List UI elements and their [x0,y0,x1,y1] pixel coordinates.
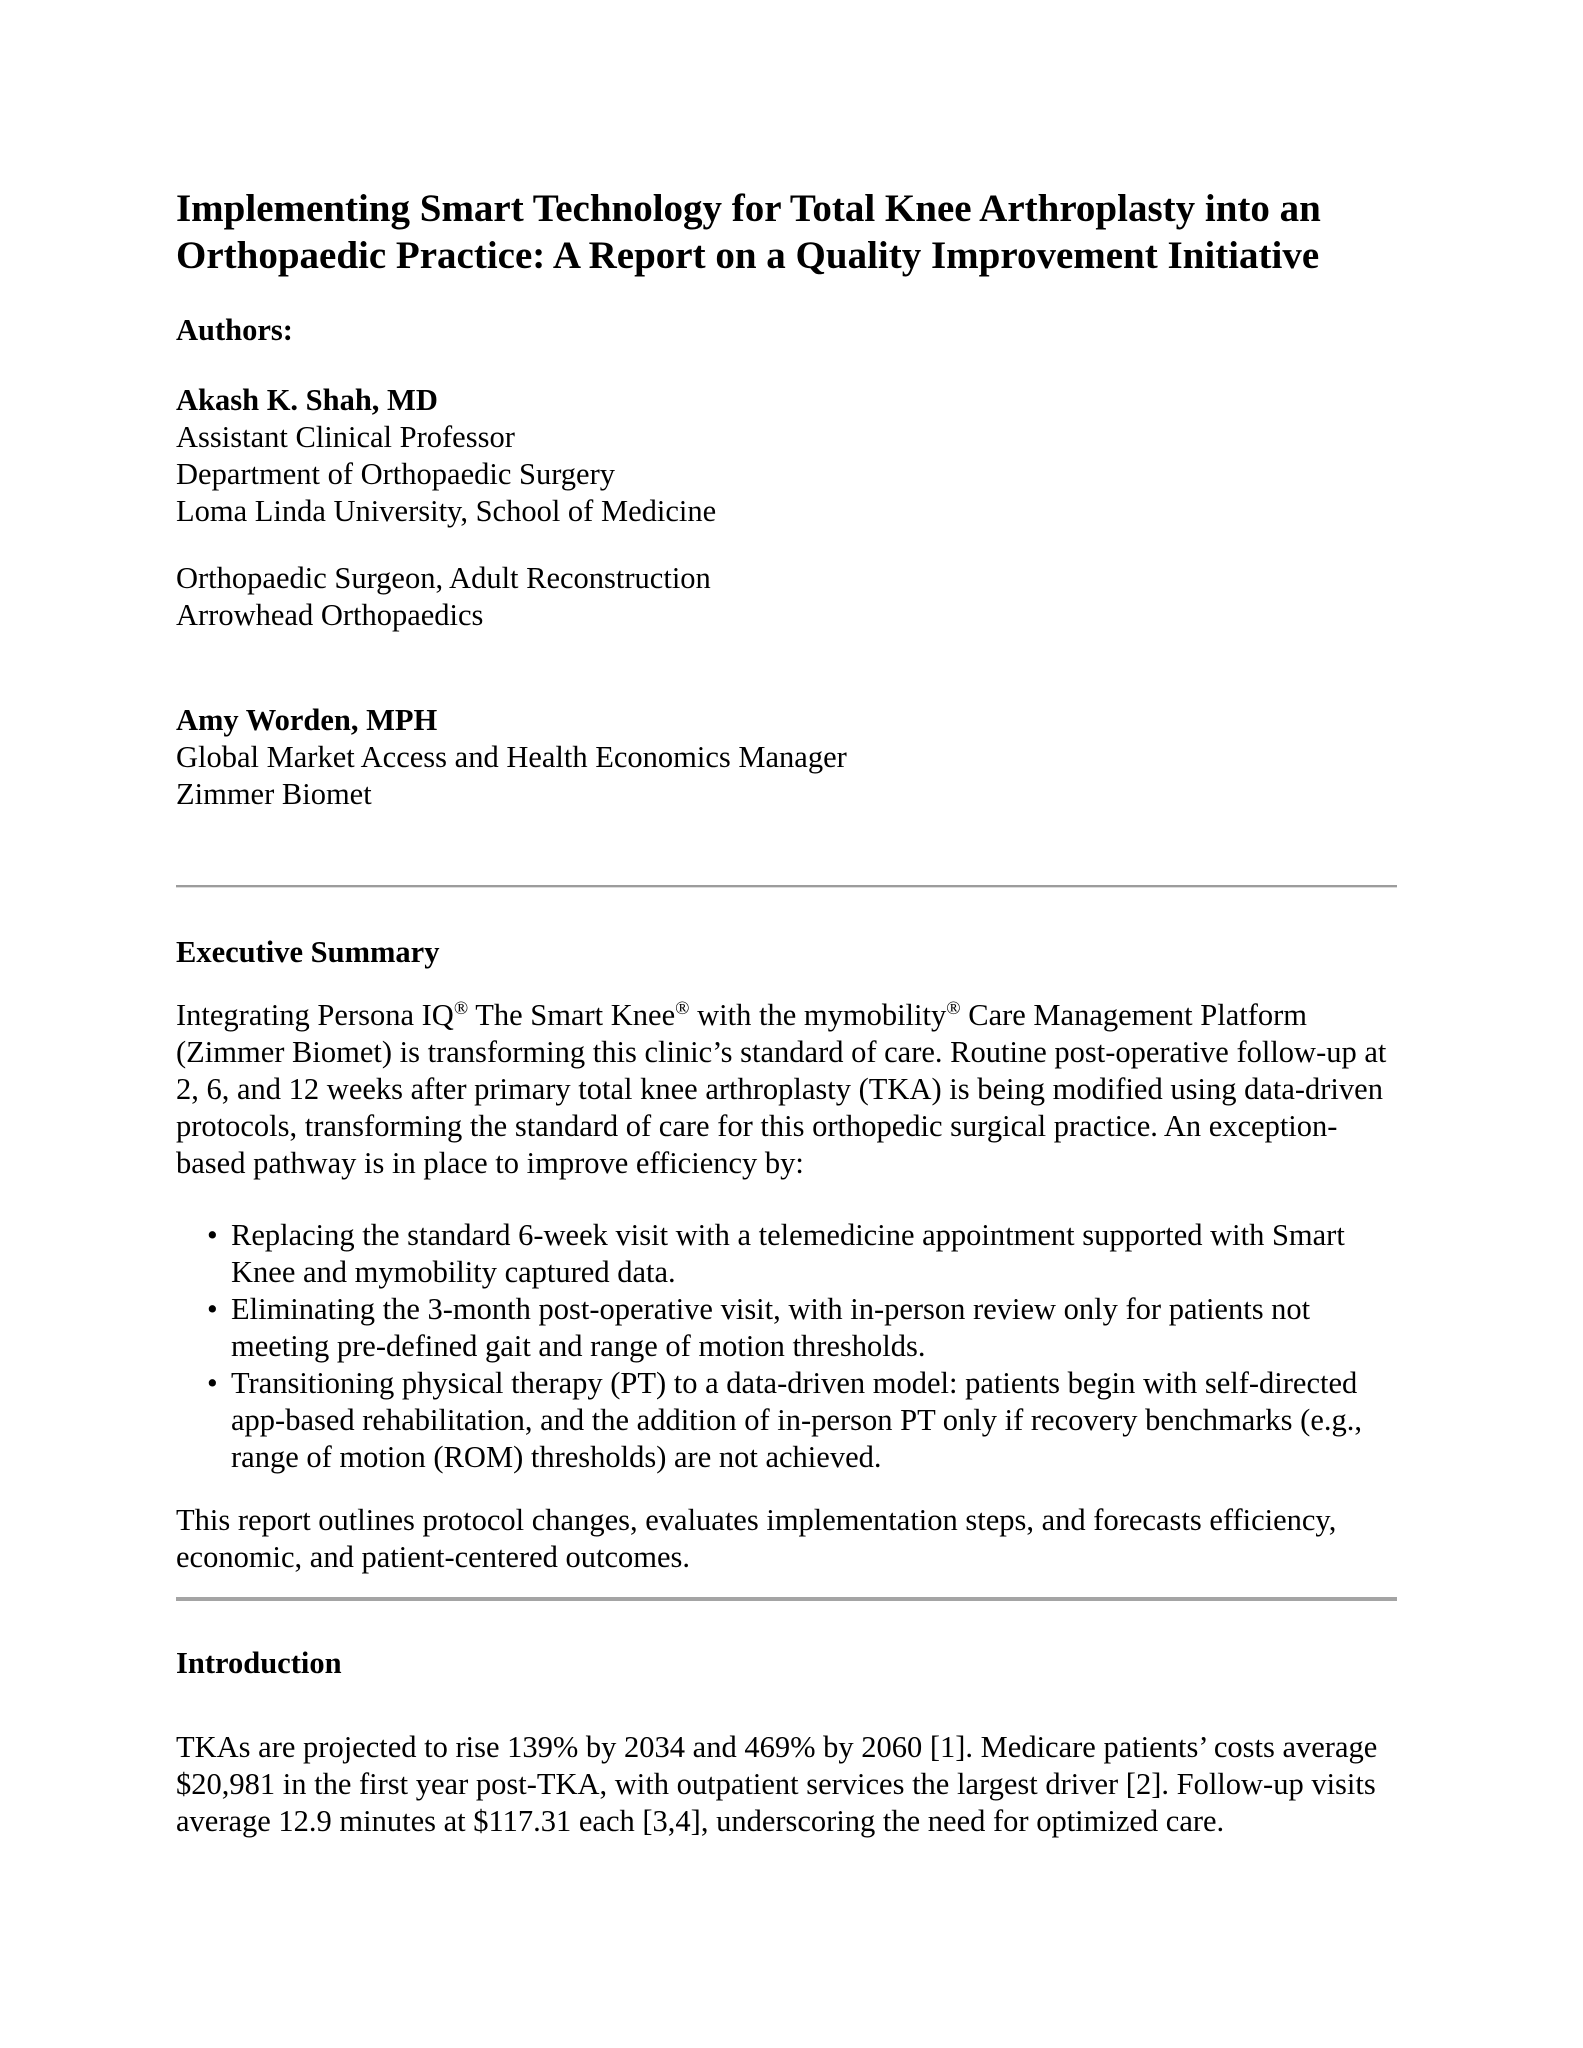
author-name: Akash K. Shah, MD [176,383,438,417]
section-divider [176,1597,1397,1601]
executive-summary-bullet-list [176,1217,1397,1476]
introduction-heading: Introduction [176,1646,342,1680]
executive-summary-closing: This report outlines protocol changes, evaluates implementation steps, and forecasts efficiency, economic, and patient-centered outcomes. [176,1503,1337,1574]
author-secondary-role: Orthopaedic Surgeon, Adult Reconstruction [176,561,711,595]
author-block-akash [176,382,1397,530]
document-title: Implementing Smart Technology for Total Knee Arthroplasty into an Orthopaedic Practice: A Report on a Quality Improvement Initiative [176,187,1321,277]
executive-summary-heading: Executive Summary [176,935,440,969]
author-secondary-affiliation [176,560,1397,634]
introduction-paragraph: TKAs are projected to rise 139% by 2034 and 469% by 2060 [1]. Medicare patients’ costs average $20,981 in the first year post-TKA, with outpatient services the largest driver [2]. Follow-up visits average 12.9 minutes at $117.31 each [3,4], underscoring the need for optimized care. [176,1730,1378,1838]
author-role: Assistant Clinical Professor [176,420,515,454]
bullet-item: • Replacing the standard 6-week visit with a telemedicine appointment supported with Smart Knee and mymobility captured data. [231,1217,1397,1291]
author-institution: Loma Linda University, School of Medicine [176,494,717,528]
section-divider [176,885,1397,888]
author-block-amy [176,702,1397,813]
bullet-item: • Transitioning physical therapy (PT) to a data-driven model: patients begin with self-directed app-based rehabilitation, and the addition of in-person PT only if recovery benchmarks (e.g., range of motion (ROM) thresholds) are not achieved. [231,1365,1397,1476]
author-secondary-institution: Arrowhead Orthopaedics [176,598,484,632]
bullet-item: • Eliminating the 3-month post-operative visit, with in-person review only for patients not meeting pre-defined gait and range of motion thresholds. [231,1291,1397,1365]
author-department: Department of Orthopaedic Surgery [176,457,616,491]
authors-heading: Authors: [176,313,293,347]
author-institution: Zimmer Biomet [176,777,372,811]
author-name: Amy Worden, MPH [176,703,438,737]
executive-summary-intro: Integrating Persona IQ® The Smart Knee® with the mymobility® Care Management Platform (Zimmer Biomet) is transforming this clinic’s standard of care. Routine post-operative follow-up at 2, 6, and 12 weeks after primary total knee arthroplasty (TKA) is being modified using data-driven protocols, transforming the standard of care for this orthopedic surgical practice. An exception-based pathway is in place to improve efficiency by: [176,997,1387,1180]
author-role: Global Market Access and Health Economics Manager [176,740,847,774]
